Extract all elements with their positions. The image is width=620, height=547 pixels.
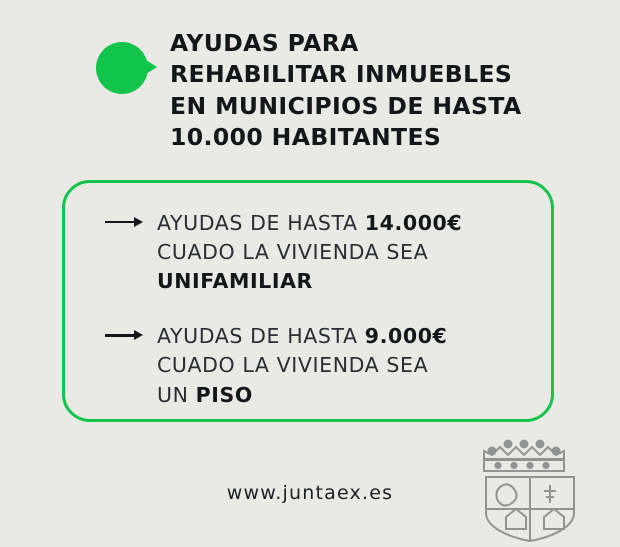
list-item-text xyxy=(157,322,447,409)
header xyxy=(96,28,580,153)
item-2-line3-prefix: UN xyxy=(157,382,196,407)
list-item xyxy=(105,209,525,296)
list-item xyxy=(105,322,525,409)
item-1-housing-type: UNIFAMILIAR xyxy=(157,269,313,294)
arrow-right-icon xyxy=(105,322,157,340)
item-1-line2: CUADO LA VIVIENDA SEA xyxy=(157,240,429,265)
green-circle-pointer-icon xyxy=(96,42,148,94)
arrow-right-icon xyxy=(105,209,157,227)
website-url[interactable]: www.juntaex.es xyxy=(226,482,394,504)
item-2-line2: CUADO LA VIVIENDA SEA xyxy=(157,353,429,378)
page-title: AYUDAS PARA REHABILITAR INMUEBLES EN MUNICIPIOS DE HASTA 10.000 HABITANTES xyxy=(170,29,522,151)
benefits-box xyxy=(62,180,554,422)
item-1-line1-prefix: AYUDAS DE HASTA xyxy=(157,211,365,235)
list-item-text xyxy=(157,209,462,296)
item-2-amount: 9.000€ xyxy=(364,324,448,349)
item-2-line1-prefix: AYUDAS DE HASTA xyxy=(157,324,365,349)
item-1-amount: 14.000€ xyxy=(364,211,463,235)
item-2-housing-type: PISO xyxy=(195,382,253,407)
junta-de-extremadura-crest-icon xyxy=(466,431,594,543)
bullet-icon-wrapper xyxy=(96,28,170,94)
